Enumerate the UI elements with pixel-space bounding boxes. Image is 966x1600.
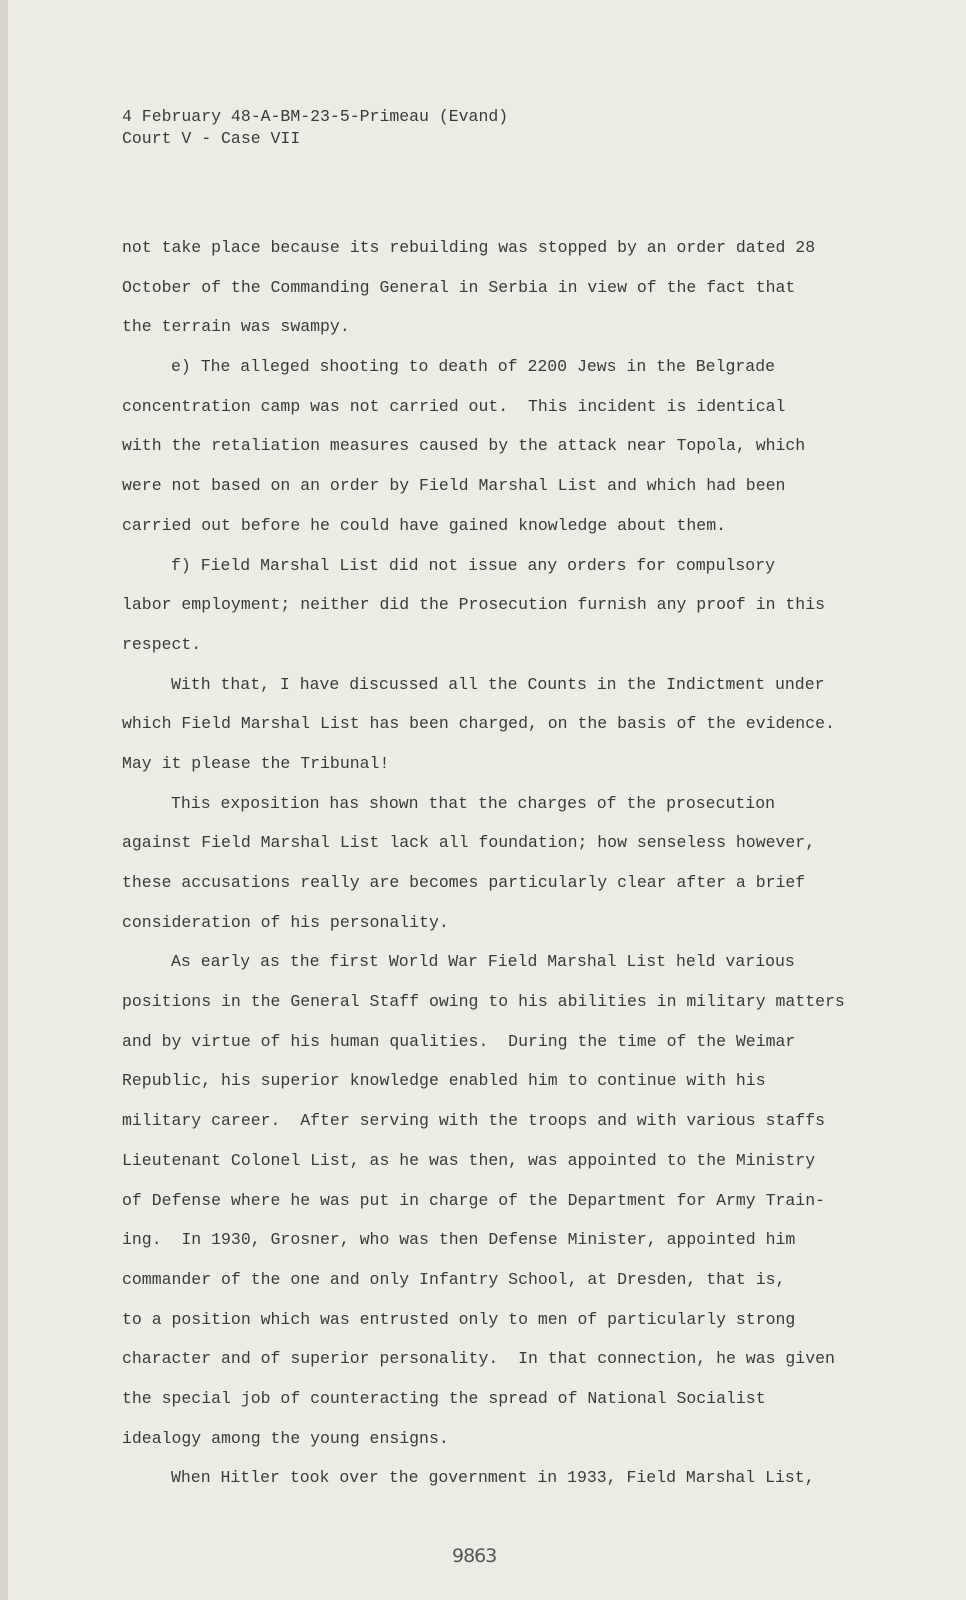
text-line: ing. In 1930, Grosner, who was then Defense Minister, appointed him	[122, 1230, 796, 1250]
text-line: not take place because its rebuilding was stopped by an order dated 28	[122, 238, 816, 257]
text-line: consideration of his personality.	[122, 912, 449, 932]
document-header	[122, 106, 508, 150]
text-line: the terrain was swampy.	[122, 317, 350, 337]
document-body	[122, 228, 845, 1498]
text-line: carried out before he could have gained knowledge about them.	[122, 515, 726, 535]
text-line: This exposition has shown that the charges of the prosecution	[171, 793, 775, 813]
text-line: against Field Marshal List lack all foundation; how senseless however,	[122, 833, 816, 853]
text-line: commander of the one and only Infantry School, at Dresden, that is,	[122, 1269, 786, 1289]
header-line: 4 February 48-A-BM-23-5-Primeau (Evand)	[122, 107, 509, 126]
text-line: to a position which was entrusted only to men of particularly strong	[122, 1309, 796, 1329]
text-line: of Defense where he was put in charge of the Department for Army Train-	[122, 1190, 826, 1210]
page-number: 9863	[452, 1545, 497, 1567]
page-edge	[0, 0, 8, 1600]
text-line: October of the Commanding General in Serbia in view of the fact that	[122, 277, 796, 297]
text-line: With that, I have discussed all the Counts in the Indictment under	[171, 674, 825, 694]
text-line: May it please the Tribunal!	[122, 753, 390, 773]
text-line: e) The alleged shooting to death of 2200 Jews in the Belgrade	[171, 357, 775, 377]
text-line: When Hitler took over the government in 1933, Field Marshal List,	[171, 1468, 815, 1488]
text-line: character and of superior personality. In that connection, he was given	[122, 1349, 835, 1369]
text-line: with the retaliation measures caused by the attack near Topola, which	[122, 436, 806, 456]
text-line: these accusations really are becomes particularly clear after a brief	[122, 873, 806, 892]
text-line: which Field Marshal List has been charged, on the basis of the evidence.	[122, 714, 835, 734]
text-line: positions in the General Staff owing to his abilities in military matters	[122, 992, 845, 1012]
text-line: concentration camp was not carried out. This incident is identical	[122, 396, 786, 416]
text-line: military career. After serving with the troops and with various staffs	[122, 1111, 826, 1131]
header-line: Court V - Case VII	[122, 129, 301, 148]
text-line: Lieutenant Colonel List, as he was then, was appointed to the Ministry	[122, 1150, 816, 1170]
text-line: f) Field Marshal List did not issue any orders for compulsory	[171, 555, 775, 575]
text-line: the special job of counteracting the spread of National Socialist	[122, 1388, 766, 1408]
text-line: and by virtue of his human qualities. During the time of the Weimar	[122, 1031, 796, 1051]
text-line: As early as the first World War Field Marshal List held various	[171, 952, 795, 972]
text-line: Republic, his superior knowledge enabled him to continue with his	[122, 1071, 766, 1091]
text-line: labor employment; neither did the Prosecution furnish any proof in this	[122, 595, 826, 615]
text-line: respect.	[122, 634, 202, 654]
text-line: idealogy among the young ensigns.	[122, 1428, 449, 1448]
text-line: were not based on an order by Field Marshal List and which had been	[122, 476, 786, 496]
